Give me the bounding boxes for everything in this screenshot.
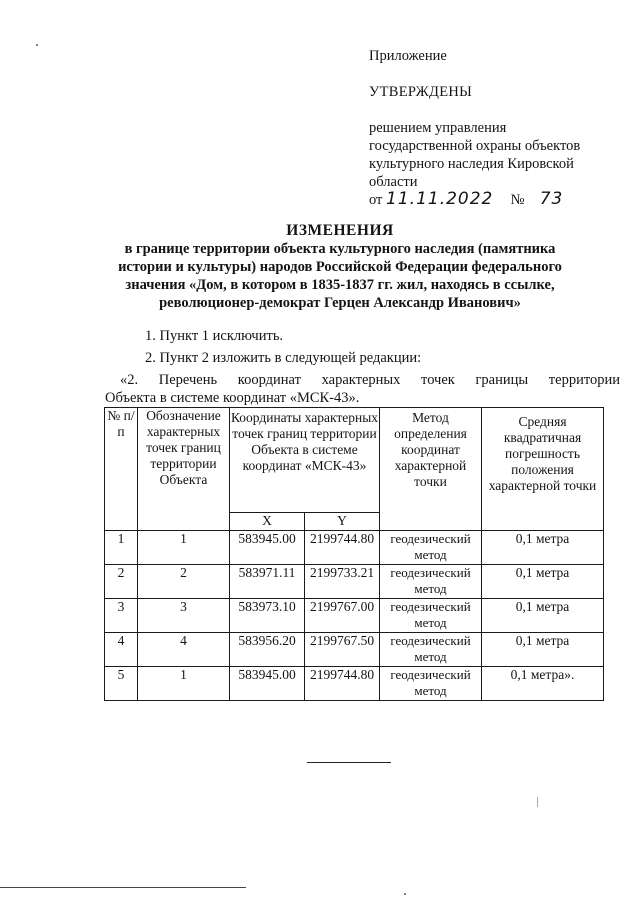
header-x: X (230, 513, 305, 531)
number-label: № (510, 192, 525, 208)
cell-error: 0,1 метра (482, 531, 604, 565)
cell-point: 4 (138, 633, 230, 667)
cell-y: 2199767.50 (305, 633, 380, 667)
cell-error: 0,1 метра (482, 633, 604, 667)
cell-x: 583956.20 (230, 633, 305, 667)
decision-text (369, 119, 609, 191)
scan-mark (537, 797, 538, 807)
title-main: ИЗМЕНЕНИЯ (286, 222, 394, 239)
cell-num: 3 (105, 599, 138, 633)
cell-point: 1 (138, 531, 230, 565)
title-line: истории и культуры) народов Российской Федерации федерального (118, 259, 562, 275)
cell-method: геодезический метод (380, 565, 482, 599)
cell-method: геодезический метод (380, 531, 482, 565)
footer-line (0, 887, 246, 888)
number-handwritten: 73 (539, 189, 564, 209)
item-1: 1. Пункт 1 исключить. (145, 328, 284, 344)
table-row (105, 599, 604, 633)
item-3-line-2: Объекта в системе координат «МСК-43». (105, 390, 360, 406)
title-line: в границе территории объекта культурного наследия (памятника (124, 241, 556, 257)
cell-point: 3 (138, 599, 230, 633)
cell-y: 2199733.21 (305, 565, 380, 599)
scan-speck (404, 893, 406, 895)
cell-error: 0,1 метра». (482, 667, 604, 701)
cell-error: 0,1 метра (482, 599, 604, 633)
decision-line: решением управления (369, 120, 507, 136)
closing-separator (307, 762, 391, 763)
table-row (105, 531, 604, 565)
table-row (105, 565, 604, 599)
cell-x: 583971.11 (230, 565, 305, 599)
header-num: № п/п (105, 408, 138, 531)
date-prefix: от (369, 192, 383, 208)
header-y: Y (305, 513, 380, 531)
cell-method: геодезический метод (380, 633, 482, 667)
document-title (100, 222, 580, 312)
decision-date-line (369, 190, 563, 209)
cell-x: 583945.00 (230, 531, 305, 565)
cell-num: 5 (105, 667, 138, 701)
title-line: революционер-демократ Герцен Александр Иванович» (159, 295, 521, 311)
cell-y: 2199744.80 (305, 531, 380, 565)
cell-num: 1 (105, 531, 138, 565)
header-coordinates: Координаты характерных точек границ территории Объекта в системе координат «МСК-43» (230, 408, 380, 513)
cell-error: 0,1 метра (482, 565, 604, 599)
decision-line: области (369, 174, 418, 190)
decision-line: государственной охраны объектов (369, 138, 581, 154)
cell-method: геодезический метод (380, 667, 482, 701)
cell-point: 2 (138, 565, 230, 599)
cell-y: 2199767.00 (305, 599, 380, 633)
cell-x: 583973.10 (230, 599, 305, 633)
item-3-line-1: «2. Перечень координат характерных точек границы территории (120, 372, 620, 388)
table-header-row (105, 408, 604, 513)
header-designation: Обозначение характерных точек границ территории Объекта (138, 408, 230, 531)
decision-line: культурного наследия Кировской (369, 156, 574, 172)
table-row (105, 633, 604, 667)
date-handwritten: 11.11.2022 (386, 189, 494, 209)
cell-method: геодезический метод (380, 599, 482, 633)
approved-label: УТВЕРЖДЕНЫ (369, 84, 473, 100)
table-row (105, 667, 604, 701)
cell-x: 583945.00 (230, 667, 305, 701)
header-error: Средняя квадратичная погрешность положения характерной точки (482, 408, 604, 531)
item-2: 2. Пункт 2 изложить в следующей редакции: (145, 350, 422, 366)
header-method: Метод определения координат характерной точки (380, 408, 482, 531)
cell-num: 2 (105, 565, 138, 599)
coordinates-table (104, 407, 604, 701)
cell-num: 4 (105, 633, 138, 667)
appendix-label: Приложение (369, 48, 447, 64)
cell-point: 1 (138, 667, 230, 701)
scan-speck (36, 44, 38, 46)
cell-y: 2199744.80 (305, 667, 380, 701)
title-line: значения «Дом, в котором в 1835-1837 гг. жил, находясь в ссылке, (125, 277, 555, 293)
